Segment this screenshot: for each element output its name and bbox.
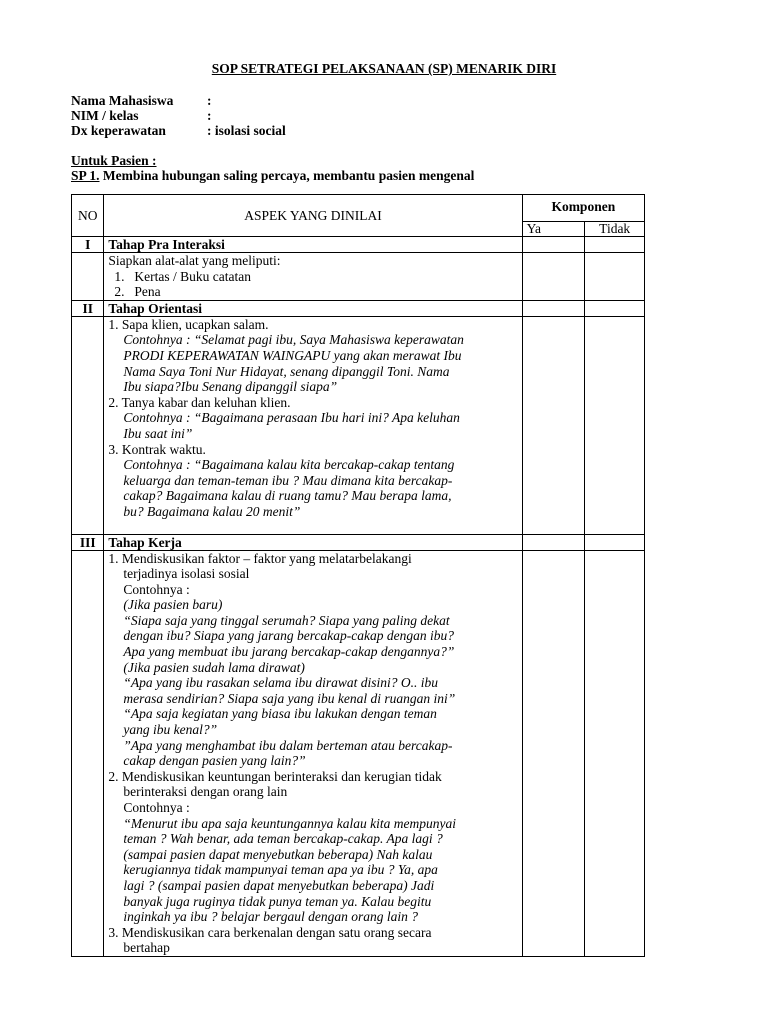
step-example: cakap? Bagaimana kalau di ruang tamu? Mau berapa lama, (123, 488, 452, 504)
field-value: isolasi social (214, 123, 286, 138)
table-row (72, 237, 645, 253)
section-title: Tahap Pra Interaksi (104, 237, 522, 253)
step-example: Nama Saya Toni Nur Hidayat, senang dipanggil Toni. Nama (123, 363, 450, 379)
field-nama (71, 93, 212, 109)
document-title: SOP SETRATEGI PELAKSANAAN (SP) MENARIK DIRI (211, 61, 557, 76)
step-example: bu? Bagaimana kalau 20 menit” (123, 503, 301, 519)
step-example: (Jika pasien baru) (123, 597, 223, 613)
check-ya-cell[interactable] (522, 316, 585, 534)
step-example: (Jika pasien sudah lama dirawat) (123, 659, 305, 675)
empty-number-cell (72, 316, 104, 534)
step-example: PRODI KEPERAWATAN WAINGAPU yang akan merawat Ibu (123, 347, 462, 363)
field-dx (71, 123, 286, 139)
step-example: “Apa saja kegiatan yang biasa ibu lakukan dengan teman (123, 706, 437, 722)
table-row (72, 550, 645, 956)
step-label: 2. Tanya kabar dan keluhan klien. (108, 394, 291, 410)
step-example: Contohnya : “Bagaimana kalau kita bercakap-cakap tentang (123, 457, 455, 473)
step-label: 3. Kontrak waktu. (108, 441, 206, 457)
field-nim (71, 108, 212, 124)
step-example: inginkah ya ibu ? belajar bergaul dengan orang lain ? (123, 909, 419, 925)
field-separator: : (207, 123, 212, 138)
step-example: “Apa yang ibu rasakan selama ibu dirawat disini? O.. ibu (123, 675, 439, 691)
check-ya-cell[interactable] (522, 534, 585, 550)
step-example: teman ? Wah benar, ada teman bercakap-cakap. Apa lagi ? (123, 831, 443, 847)
field-label: NIM / kelas (71, 108, 139, 123)
step-example: merasa sendirian? Siapa saja yang ibu kenal di ruangan ini” (123, 690, 456, 706)
aspect-content (104, 550, 522, 956)
step-example: Apa yang membuat ibu jarang bercakap-cakap dengannya?” (123, 644, 455, 660)
untuk-pasien-heading: Untuk Pasien : (71, 153, 157, 168)
field-label: Dx keperawatan (71, 123, 166, 138)
header-no: NO (72, 195, 104, 237)
step-contoh: Contohnya : (123, 800, 190, 815)
check-ya-cell[interactable] (522, 253, 585, 301)
step-example: Ibu siapa?Ibu Senang dipanggil siapa” (123, 379, 338, 395)
field-separator: : (207, 93, 212, 108)
step-example: (sampai pasien dapat menyebutkan beberapa) Nah kalau (123, 846, 433, 862)
step-label-cont: berinteraksi dengan orang lain (123, 784, 288, 800)
step-example: Ibu saat ini” (123, 425, 193, 441)
aspect-content (104, 253, 522, 301)
check-tidak-cell[interactable] (585, 300, 645, 316)
step-example: dengan ibu? Siapa yang jarang bercakap-cakap dengan ibu? (123, 628, 454, 644)
check-tidak-cell[interactable] (585, 550, 645, 956)
section-number: I (72, 237, 104, 253)
step-label: 3. Mendiskusikan cara berkenalan dengan satu orang secara (108, 924, 432, 940)
aspect-intro: Siapkan alat-alat yang meliputi: (108, 253, 281, 268)
section-title: Tahap Orientasi (104, 300, 522, 316)
check-ya-cell[interactable] (522, 550, 585, 956)
list-item: 1. Kertas / Buku catatan (114, 268, 251, 284)
field-label: Nama Mahasiswa (71, 93, 174, 108)
step-example: Contohnya : “Bagaimana perasaan Ibu hari ini? Apa keluhan (123, 410, 460, 426)
field-separator: : (207, 108, 212, 123)
check-ya-cell[interactable] (522, 300, 585, 316)
header-aspek: ASPEK YANG DINILAI (104, 195, 522, 237)
empty-number-cell (72, 550, 104, 956)
sp1-prefix: SP 1. (71, 168, 100, 183)
header-tidak: Tidak (585, 222, 645, 237)
check-tidak-cell[interactable] (585, 253, 645, 301)
assessment-table (71, 194, 645, 957)
step-example: “Siapa saja yang tinggal serumah? Siapa yang paling dekat (123, 612, 450, 628)
step-example: ”Apa yang menghambat ibu dalam berteman atau bercakap- (123, 737, 453, 753)
step-label-cont: bertahap (123, 940, 170, 956)
step-example: cakap dengan pasien yang lain?” (123, 753, 306, 769)
table-row (72, 253, 645, 301)
table-row (72, 300, 645, 316)
list-item: 2. Pena (114, 284, 161, 300)
aspect-content (104, 316, 522, 534)
header-ya: Ya (522, 222, 585, 237)
step-example: banyak juga ruginya tidak punya teman ya. Kalau begitu (123, 893, 432, 909)
table-row (72, 316, 645, 534)
header-komponen: Komponen (522, 195, 644, 222)
section-number: II (72, 300, 104, 316)
step-example: kerugiannya tidak mampunyai teman apa ya ibu ? Ya, apa (123, 862, 438, 878)
step-example: yang ibu kenal?” (123, 722, 218, 738)
step-label: 2. Mendiskusikan keuntungan berinteraksi dan kerugian tidak (108, 768, 442, 784)
step-example: Contohnya : “Selamat pagi ibu, Saya Mahasiswa keperawatan (123, 332, 464, 348)
check-ya-cell[interactable] (522, 237, 585, 253)
step-example: keluarga dan teman-teman ibu ? Mau dimana kita bercakap- (123, 472, 453, 488)
check-tidak-cell[interactable] (585, 534, 645, 550)
check-tidak-cell[interactable] (585, 237, 645, 253)
check-tidak-cell[interactable] (585, 316, 645, 534)
sp1-heading (71, 168, 474, 184)
table-row (72, 534, 645, 550)
section-number: III (72, 534, 104, 550)
section-title: Tahap Kerja (104, 534, 522, 550)
step-label: 1. Sapa klien, ucapkan salam. (108, 316, 269, 332)
sp1-text: Membina hubungan saling percaya, membantu pasien mengenal (99, 168, 475, 183)
step-contoh: Contohnya : (123, 581, 190, 597)
step-label: 1. Mendiskusikan faktor – faktor yang melatarbelakangi (108, 550, 412, 566)
empty-number-cell (72, 253, 104, 301)
step-example: “Menurut ibu apa saja keuntungannya kalau kita mempunyai (123, 815, 456, 831)
step-example: lagi ? (sampai pasien dapat menyebutkan beberapa) Jadi (123, 877, 435, 893)
step-label-cont: terjadinya isolasi sosial (123, 566, 250, 582)
